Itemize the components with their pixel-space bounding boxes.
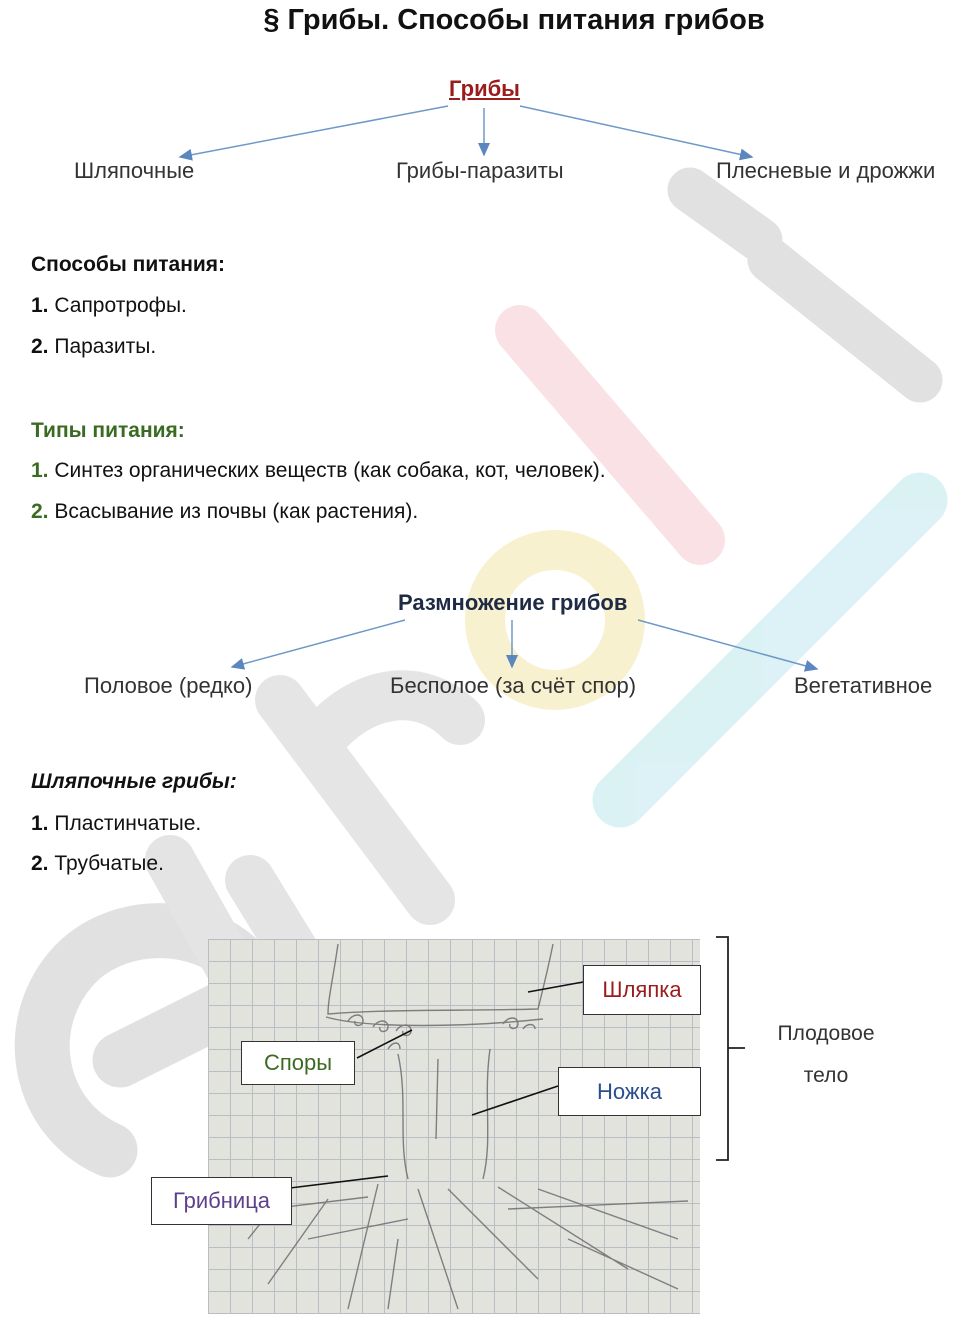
label-spores-text: Споры (263, 1050, 333, 1075)
reproduction-sexual: Половое (редко) (84, 673, 253, 698)
fungi-type-cap: Шляпочные (74, 158, 195, 183)
label-stem (558, 1067, 701, 1116)
list-number: 2. (31, 335, 49, 358)
cap-fungi-heading: Шляпочные грибы: (31, 770, 237, 793)
list-number: 2. (31, 500, 49, 523)
list-text: Всасывание из почвы (как растения). (54, 500, 419, 523)
nutrition-methods-heading: Способы питания: (31, 253, 226, 276)
label-spores (241, 1041, 355, 1085)
reproduction-vegetative: Вегетативное (794, 673, 933, 698)
label-mycelium-text: Грибница (172, 1188, 271, 1213)
label-cap-text: Шляпка (602, 977, 682, 1002)
page-title: § Грибы. Способы питания грибов (263, 4, 765, 36)
list-text: Сапротрофы. (54, 294, 187, 317)
list-text: Пластинчатые. (54, 812, 202, 835)
list-number: 2. (31, 852, 49, 875)
list-number: 1. (31, 812, 49, 835)
reproduction-asexual: Бесполое (за счёт спор) (390, 673, 637, 698)
list-number: 1. (31, 294, 49, 317)
list-number: 1. (31, 459, 49, 482)
fungi-type-molds: Плесневые и дрожжи (716, 158, 936, 183)
fruiting-body-line1: Плодовое (777, 1022, 875, 1045)
fruiting-body-line2: тело (803, 1064, 849, 1087)
label-cap (583, 965, 701, 1015)
fungi-tree-root: Грибы (449, 76, 520, 101)
list-text: Трубчатые. (54, 852, 164, 875)
label-stem-text: Ножка (597, 1078, 662, 1104)
fungi-type-parasites: Грибы-паразиты (396, 158, 564, 183)
list-text: Паразиты. (54, 335, 157, 358)
fruiting-body-label (760, 1013, 892, 1097)
label-mycelium (151, 1177, 292, 1225)
reproduction-tree-root: Размножение грибов (398, 590, 628, 615)
nutrition-types-heading: Типы питания: (31, 419, 185, 442)
list-text: Синтез органических веществ (как собака, кот, человек). (54, 459, 606, 482)
